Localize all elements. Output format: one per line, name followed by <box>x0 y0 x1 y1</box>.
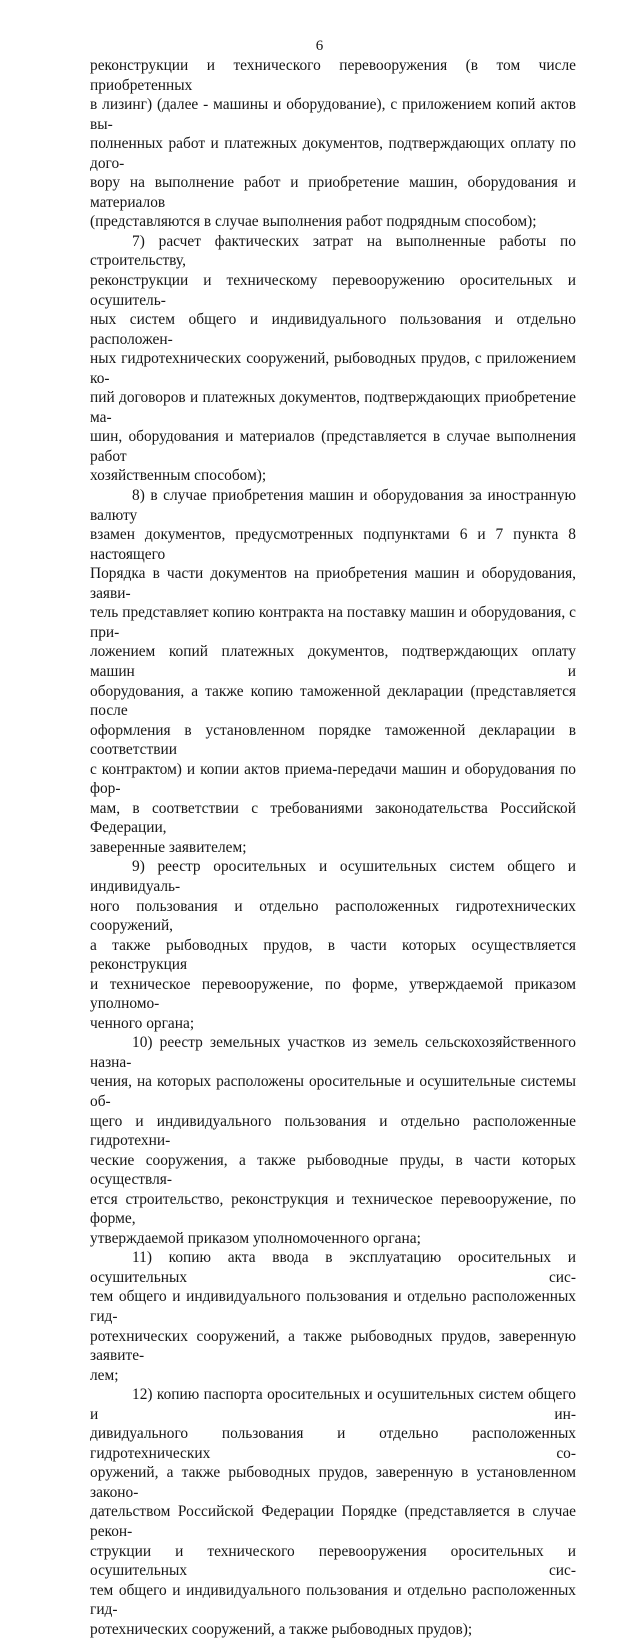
text-line: лем; <box>90 1366 119 1384</box>
text-line: Порядка в части документов на приобретения машин и оборудования, заяви- <box>90 565 576 602</box>
text-line: мам, в соответствии с требованиями законодательства Российской Федерации, <box>90 799 576 837</box>
text-line: взамен документов, предусмотренных подпунктами 6 и 7 пункта 8 настоящего <box>90 526 576 563</box>
text-line: струкции и технического перевооружения оросительных и осушительных сис- <box>90 1542 576 1580</box>
text-line: тель представляет копию контракта на поставку машин и оборудования, с при- <box>90 604 576 641</box>
text-line: шин, оборудования и материалов (представляется в случае выполнения работ <box>90 428 576 465</box>
text-line: полненных работ и платежных документов, подтверждающих оплату по дого- <box>90 135 576 172</box>
text-line: ротехнических сооружений, а также рыбоводных прудов, заверенную заявите- <box>90 1327 576 1365</box>
text-line: чения, на которых расположены оросительные и осушительные системы об- <box>90 1073 576 1110</box>
text-line: с контрактом) и копии актов приема-передачи машин и оборудования по фор- <box>90 760 576 798</box>
document-body <box>90 56 576 1639</box>
text-line: ется строительство, реконструкция и техническое перевооружение, по форме, <box>90 1190 576 1228</box>
text-line: ных систем общего и индивидуального пользования и отдельно расположен- <box>90 311 576 348</box>
text-line: ротехнических сооружений, а также рыбоводных прудов); <box>90 1620 473 1638</box>
text-line: а также рыбоводных прудов, в части которых осуществляется реконструкция <box>90 936 576 974</box>
text-line: ложением копий платежных документов, подтверждающих оплату машин и <box>90 643 576 680</box>
text-line: утверждаемой приказом уполномоченного органа; <box>90 1229 421 1247</box>
text-line: ного пользования и отдельно расположенных гидротехнических сооружений, <box>90 897 576 935</box>
text-line: заверенные заявителем; <box>90 838 247 856</box>
text-line: 11) копию акта ввода в эксплуатацию оросительных и осушительных сис- <box>90 1249 576 1286</box>
text-line: ченного органа; <box>90 1014 195 1032</box>
text-line: вору на выполнение работ и приобретение машин, оборудования и материалов <box>90 174 576 211</box>
text-line: 8) в случае приобретения машин и оборудования за иностранную валюту <box>90 487 576 524</box>
text-line: тем общего и индивидуального пользования и отдельно расположенных гид- <box>90 1288 576 1325</box>
text-line: реконструкции и технического перевооружения (в том числе приобретенных <box>90 57 576 94</box>
text-line: и техническое перевооружение, по форме, утверждаемой приказом уполномо- <box>90 975 576 1013</box>
text-line: оборудования, а также копию таможенной декларации (представляется после <box>90 682 576 720</box>
text-line: 12) копию паспорта оросительных и осушительных систем общего и ин- <box>90 1386 576 1423</box>
text-line: пий договоров и платежных документов, подтверждающих приобретение ма- <box>90 389 576 426</box>
text-line: (представляются в случае выполнения работ подрядным способом); <box>90 213 537 231</box>
text-line: хозяйственным способом); <box>90 467 267 485</box>
text-line: оружений, а также рыбоводных прудов, заверенную в установленном законо- <box>90 1464 576 1501</box>
text-line: щего и индивидуального пользования и отдельно расположенные гидротехни- <box>90 1112 576 1150</box>
text-line: ных гидротехнических сооружений, рыбоводных прудов, с приложением ко- <box>90 350 576 387</box>
text-line: в лизинг) (далее - машины и оборудование), с приложением копий актов вы- <box>90 96 576 133</box>
text-line: дательством Российской Федерации Порядке (представляется в случае рекон- <box>90 1503 576 1541</box>
text-line: тем общего и индивидуального пользования и отдельно расположенных гид- <box>90 1581 576 1619</box>
text-line: 9) реестр оросительных и осушительных систем общего и индивидуаль- <box>90 858 576 895</box>
page-number: 6 <box>315 38 324 54</box>
text-line: ческие сооружения, а также рыбоводные пруды, в части которых осуществля- <box>90 1151 576 1189</box>
text-line: 7) расчет фактических затрат на выполненные работы по строительству, <box>90 232 576 270</box>
text-line: 10) реестр земельных участков из земель сельскохозяйственного назна- <box>90 1034 576 1071</box>
text-line: оформления в установленном порядке таможенной декларации в соответствии <box>90 721 576 759</box>
text-line: реконструкции и техническому перевооружению оросительных и осушитель- <box>90 272 576 309</box>
text-line: дивидуального пользования и отдельно расположенных гидротехнических со- <box>90 1425 576 1462</box>
